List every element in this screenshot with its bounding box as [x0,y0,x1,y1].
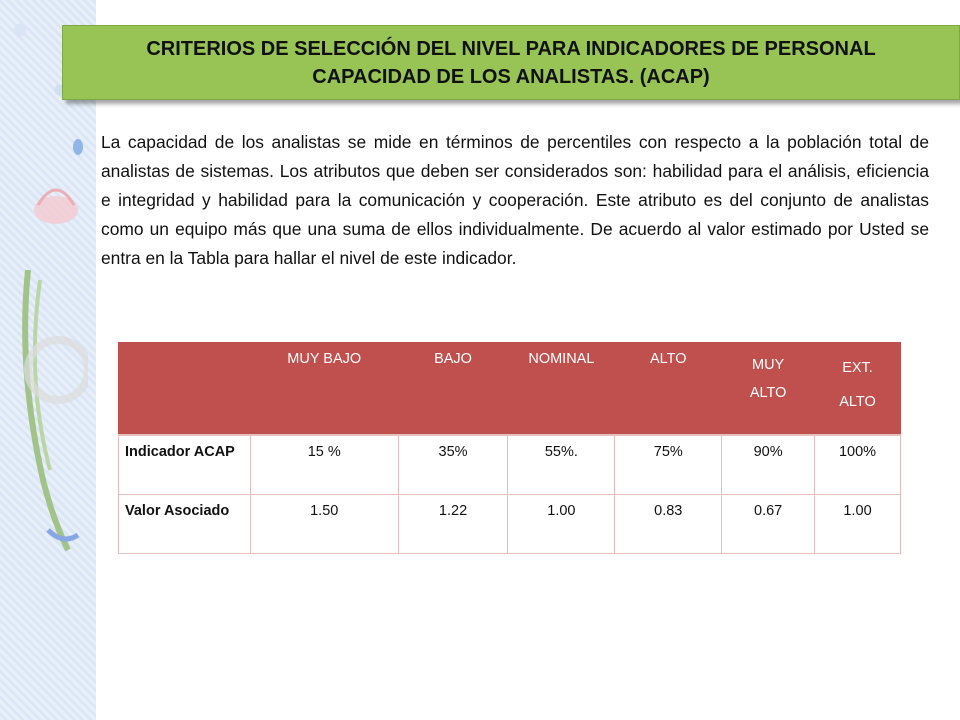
table-row [119,495,901,554]
table-cell: 75% [615,435,722,495]
title-banner [62,25,960,100]
bullet-icon [73,139,83,155]
table-cell: 90% [722,435,815,495]
header-cell-empty [119,343,251,436]
row-label: Indicador ACAP [119,435,251,495]
left-decorative-strip [0,0,96,720]
title-line-2: CAPACIDAD DE LOS ANALISTAS. (ACAP) [312,65,710,88]
laurel-crest-icon [18,150,88,570]
criteria-table [118,342,901,554]
table-header-row [119,343,901,436]
header-cell-nominal: NOMINAL [508,343,615,436]
table-cell: 0.83 [615,495,722,554]
table-cell: 35% [398,435,508,495]
header-cell-ext-alto [815,343,901,436]
description-paragraph: La capacidad de los analistas se mide en términos de percentiles con respecto a la población total de analistas de sistemas. Los atributos que deben ser considerados son: habilidad para el análisis, eficiencia e integridad y habilidad para la comunicación y cooperación. Este atributo es del conjunto de analistas como un equipo más que una suma de ellos individualmente. De acuerdo al valor estimado por Usted se entra en la Tabla para hallar el nivel de este indicador. [101,132,929,268]
table-cell: 1.22 [398,495,508,554]
table-cell: 0.67 [722,495,815,554]
title-line-1: CRITERIOS DE SELECCIÓN DEL NIVEL PARA INDICADORES DE PERSONAL [146,37,876,60]
table-cell: 1.00 [508,495,615,554]
header-cell-bajo: BAJO [398,343,508,436]
header-cell-alto: ALTO [615,343,722,436]
table-cell: 100% [815,435,901,495]
header-ext-alto-text: EXT. ALTO [839,360,876,410]
row-label: Valor Asociado [119,495,251,554]
header-muy-alto-text: MUY ALTO [749,357,787,401]
table-cell: 1.50 [250,495,398,554]
table-row [119,435,901,495]
table-cell: 55%. [508,435,615,495]
header-cell-muy-alto [722,343,815,436]
header-cell-muy-bajo: MUY BAJO [250,343,398,436]
table-cell: 15 % [250,435,398,495]
table-cell: 1.00 [815,495,901,554]
